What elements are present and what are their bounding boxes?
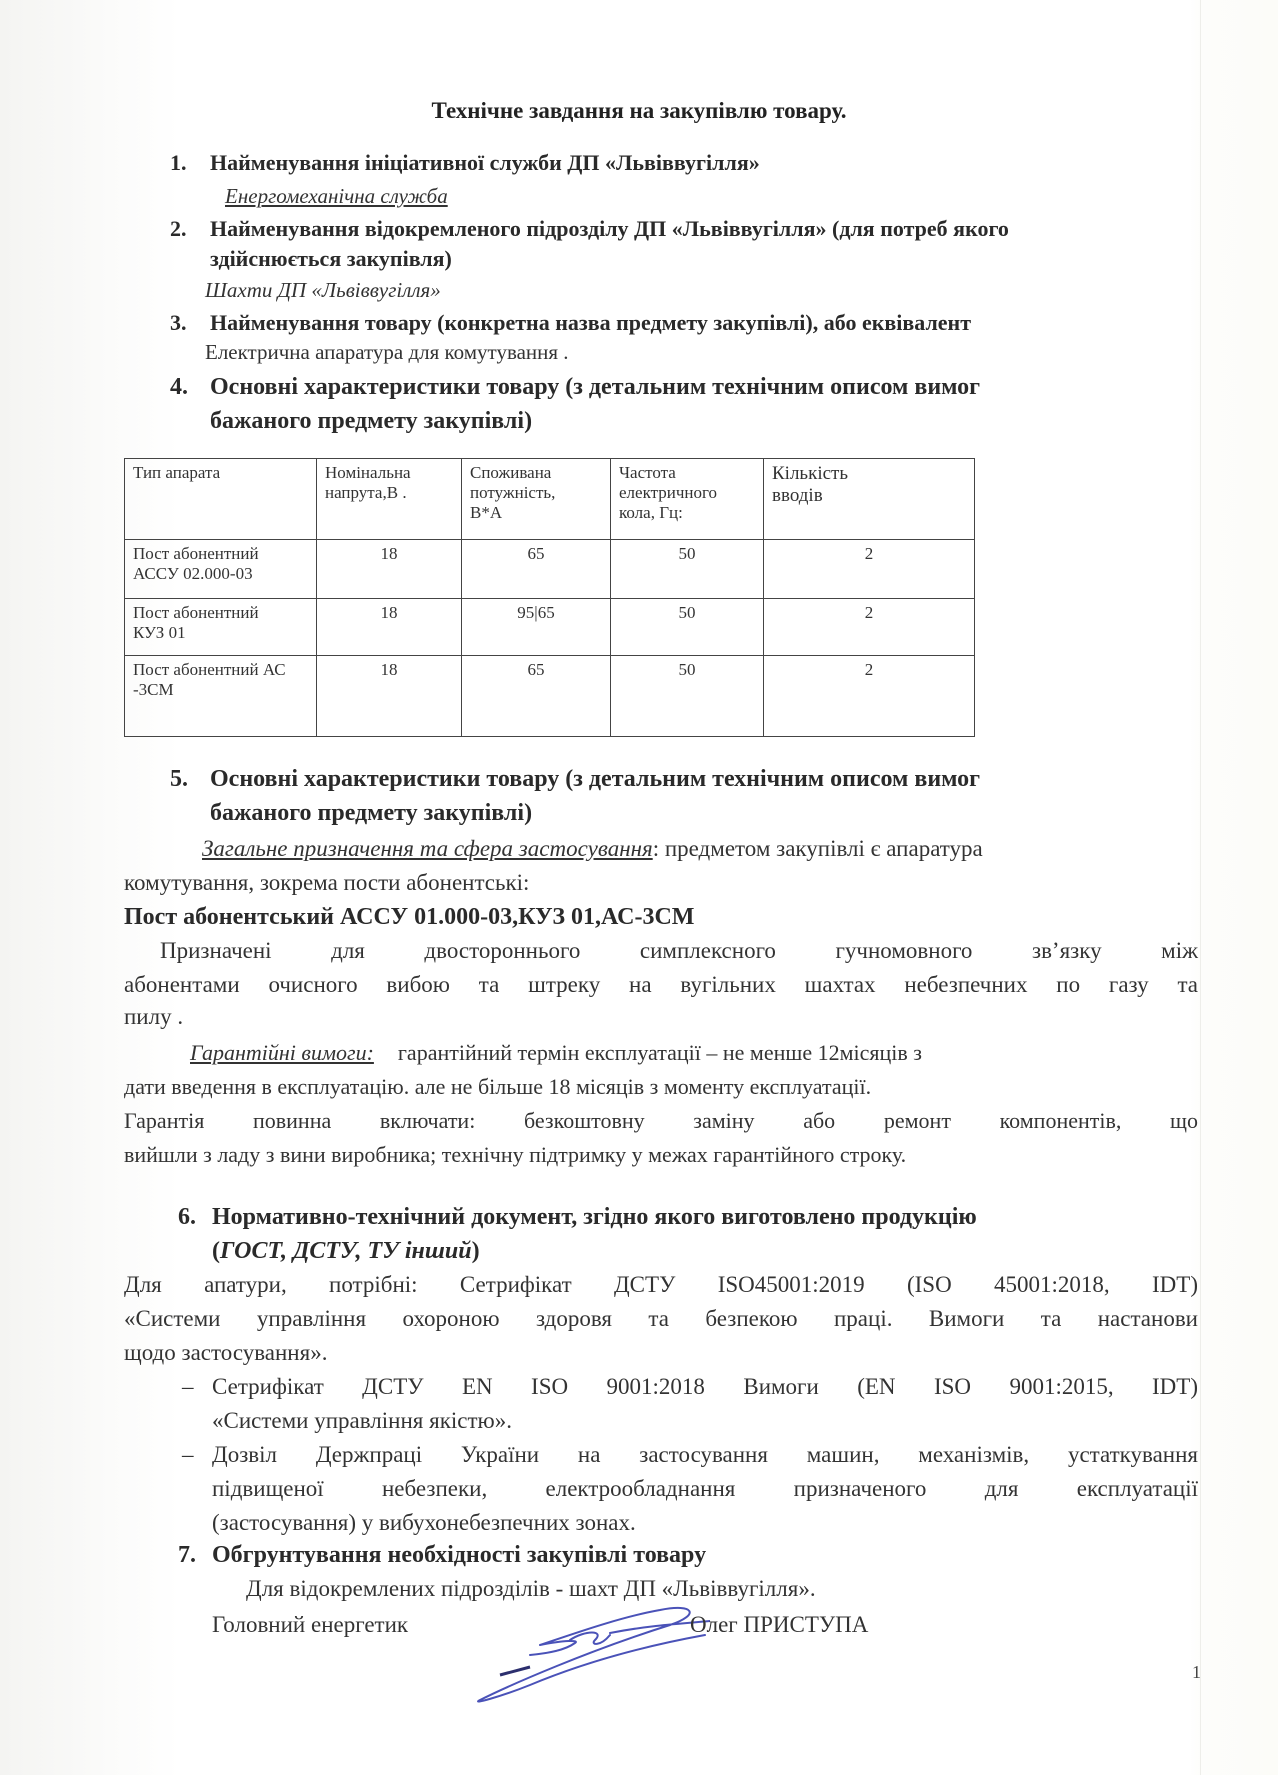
section-3-number: 3. xyxy=(170,310,187,335)
section-7-value: Для відокремлених підрозділів - шахт ДП «Львіввугілля». xyxy=(246,1576,816,1601)
description-line2: абонентами очисного вибою та штреку на вугільних шахтах небезпечних по газу та xyxy=(124,972,1198,997)
bullet-2-line1: Дозвіл Держпраці України на застосування машин, механізмів, устаткування xyxy=(212,1442,1198,1467)
section-3-heading: Найменування товару (конкретна назва предмету закупівлі), або еквівалент xyxy=(210,310,972,335)
specs-table xyxy=(124,458,975,737)
product-line: Пост абонентський АССУ 01.000-03,КУЗ 01,АС-3СМ xyxy=(124,904,695,930)
bullet-2-line2: підвищеної небезпеки, електрообладнання призначеного для експлуатації xyxy=(212,1476,1198,1501)
section-2-number: 2. xyxy=(170,216,187,241)
section-5-purpose xyxy=(202,836,983,862)
document-title: Технічне завдання на закупівлю товару. xyxy=(431,98,847,123)
warranty-line2: дати введення в експлуатацію. але не більше 18 місяців з моменту експлуатації. xyxy=(124,1074,872,1099)
warranty-label: Гарантійні вимоги: xyxy=(190,1040,374,1065)
section-6-number: 6. xyxy=(178,1204,196,1230)
table-row xyxy=(125,599,975,656)
page-number: 1 xyxy=(1192,1662,1201,1682)
cell-inputs: 2 xyxy=(764,599,975,656)
cell-inputs: 2 xyxy=(764,540,975,599)
section-2-heading-line2: здійснюється закупівля) xyxy=(210,246,452,271)
cell-voltage: 18 xyxy=(317,599,462,656)
bullet-2-line3: (застосування) у вибухонебезпечних зонах. xyxy=(212,1510,636,1535)
cell-type: Пост абонентний КУЗ 01 xyxy=(125,599,317,656)
warranty-line1: Гарантійні вимоги: гарантійний термін експлуатації – не менше 12місяців з xyxy=(190,1040,922,1065)
section-7-number: 7. xyxy=(178,1542,196,1568)
description-line3: пилу . xyxy=(124,1004,184,1029)
section-3-value: Електрична апаратура для комутування . xyxy=(205,340,569,364)
cell-frequency: 50 xyxy=(611,656,764,737)
section-6-heading-line1: Нормативно-технічний документ, згідно якого виготовлено продукцію xyxy=(212,1204,977,1230)
header-frequency: Частота електричного кола, Гц: xyxy=(611,459,764,540)
cell-voltage: 18 xyxy=(317,540,462,599)
cell-type: Пост абонентний АС -3СМ xyxy=(125,656,317,737)
cell-inputs: 2 xyxy=(764,656,975,737)
header-voltage: Номінальна напрута,В . xyxy=(317,459,462,540)
warranty-line4: вийшли з ладу з вини виробника; технічну підтримку у межах гарантійного строку. xyxy=(124,1142,907,1167)
signature-icon xyxy=(470,1605,710,1705)
cell-frequency: 50 xyxy=(611,599,764,656)
section-2-heading-line1: Найменування відокремленого підрозділу ДП «Львіввугілля» (для потреб якого xyxy=(210,216,1009,241)
cell-frequency: 50 xyxy=(611,540,764,599)
section-5-number: 5. xyxy=(170,766,188,792)
header-type: Тип апарата xyxy=(125,459,317,540)
section-2-value: Шахти ДП «Львіввугілля» xyxy=(205,278,441,302)
section-6-text-line3: щодо застосування». xyxy=(124,1340,328,1365)
section-7-heading: Обгрунтування необхідності закупівлі товару xyxy=(212,1542,707,1568)
header-inputs: Кількість вводів xyxy=(764,459,975,540)
table-header-row xyxy=(125,459,975,540)
section-4-number: 4. xyxy=(170,374,188,400)
section-1-heading: Найменування ініціативної служби ДП «Львіввугілля» xyxy=(210,150,760,175)
section-4-heading-line2: бажаного предмету закупівлі) xyxy=(210,408,533,434)
signer-name: Олег ПРИСТУПА xyxy=(690,1612,869,1637)
section-6-text-line2: «Системи управління охороною здоровя та безпекою праці. Вимоги та настанови xyxy=(124,1306,1198,1331)
section-1-number: 1. xyxy=(170,150,187,175)
warranty-line3: Гарантія повинна включати: безкоштовну заміну або ремонт компонентів, що xyxy=(124,1108,1198,1133)
section-6-heading-line2: (ГОСТ, ДСТУ, ТУ інший) xyxy=(212,1238,480,1264)
bullet-2-dash: – xyxy=(182,1442,194,1467)
table-row xyxy=(125,540,975,599)
bullet-1-line2: «Системи управління якістю». xyxy=(212,1408,512,1433)
section-6-text-line1: Для апатури, потрібні: Сетрифікат ДСТУ ISO45001:2019 (ISO 45001:2018, IDT) xyxy=(124,1272,1198,1297)
signer-position: Головний енергетик xyxy=(212,1612,409,1637)
section-5-purpose-line2: комутування, зокрема пости абонентські: xyxy=(124,870,530,895)
bullet-1-dash: – xyxy=(182,1374,194,1399)
cell-voltage: 18 xyxy=(317,656,462,737)
scan-edge xyxy=(1200,0,1201,1775)
purpose-label: Загальне призначення та сфера застосування xyxy=(202,836,653,861)
table-row xyxy=(125,656,975,737)
section-5-heading-line1: Основні характеристики товару (з детальним технічним описом вимог xyxy=(210,766,981,792)
cell-power: 65 xyxy=(462,656,611,737)
section-4-heading-line1: Основні характеристики товару (з детальним технічним описом вимог xyxy=(210,374,981,400)
cell-power: 95|65 xyxy=(462,599,611,656)
bullet-1-line1: Сетрифікат ДСТУ EN ISO 9001:2018 Вимоги (EN ISO 9001:2015, IDT) xyxy=(212,1374,1198,1399)
description-line1: Призначені для двостороннього симплексного гучномовного зв’язку між xyxy=(160,938,1198,963)
section-1-value: Енергомеханічна служба xyxy=(225,184,448,208)
header-power: Споживана потужність, В*А xyxy=(462,459,611,540)
section-5-heading-line2: бажаного предмету закупівлі) xyxy=(210,800,533,826)
cell-power: 65 xyxy=(462,540,611,599)
purpose-text: : предметом закупівлі є апаратура xyxy=(652,836,983,861)
cell-type: Пост абонентний АССУ 02.000-03 xyxy=(125,540,317,599)
